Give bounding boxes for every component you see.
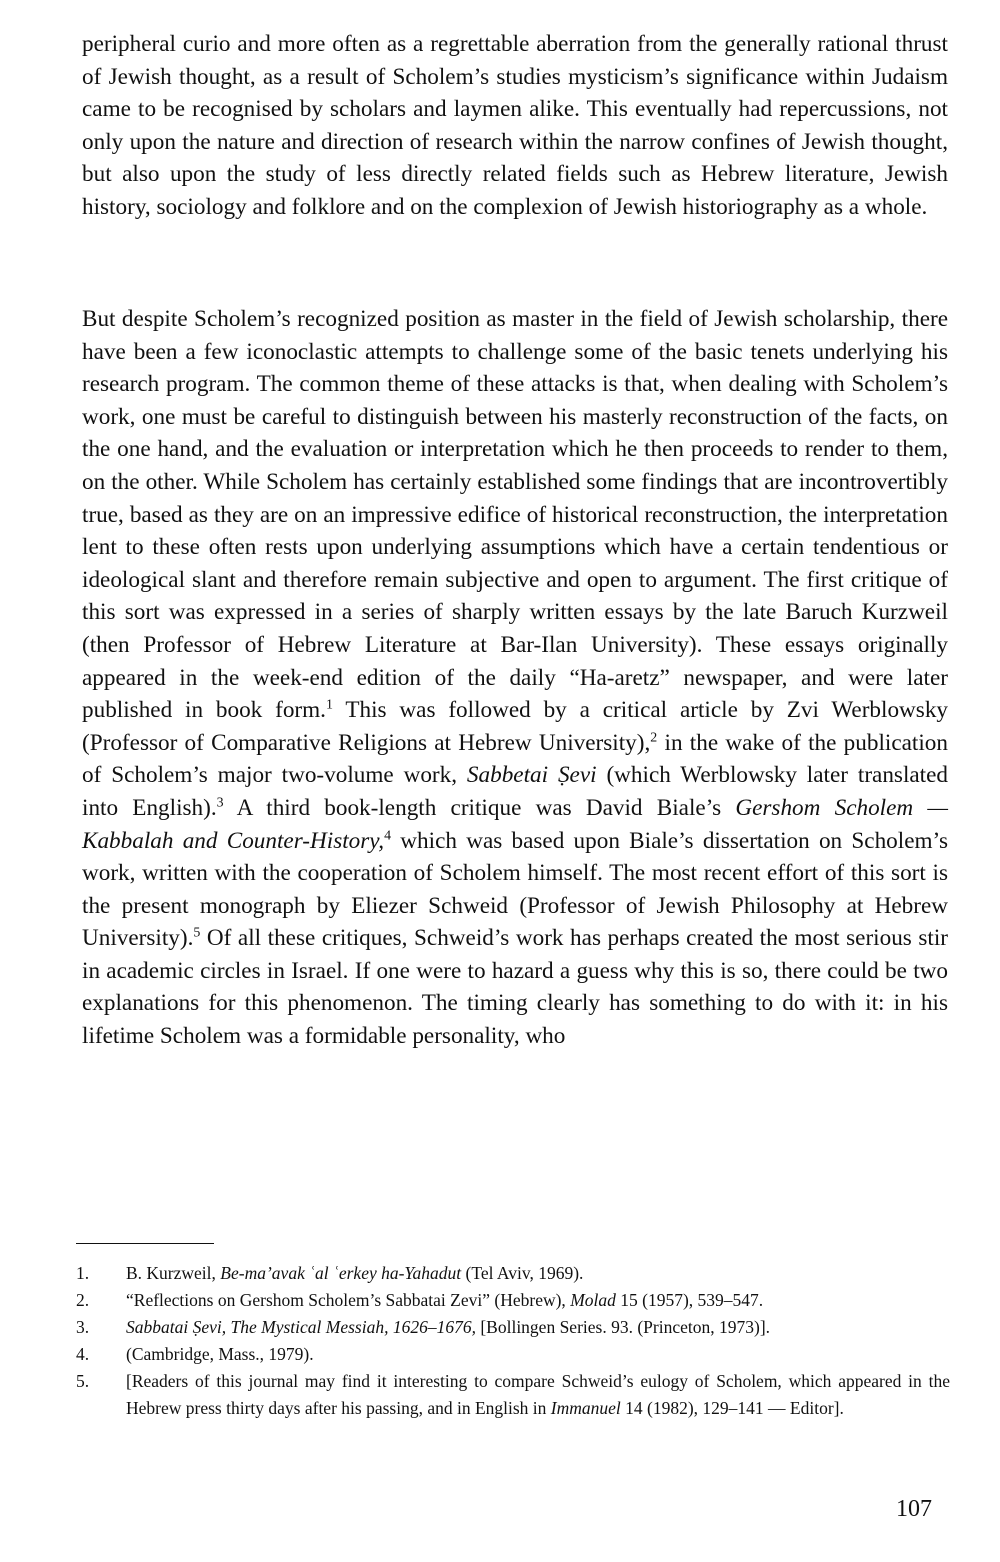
footnote-3 xyxy=(76,1314,950,1341)
footnote-text-part: (Tel Aviv, 1969). xyxy=(461,1263,584,1283)
paragraph-text: But despite Scholem’s recognized position as master in the field of Jewish scholarship, there have been a few iconoclastic attempts to challenge some of the basic tenets underlying his research program. The common theme of these attacks is that, when dealing with Scholem’s work, one must be careful to distinguish between his masterly reconstruction of the facts, on the one hand, and the evaluation or interpretation which he then proceeds to render to them, on the other. While Scholem has certainly established some findings that are incontrovertibly true, based as they are on an impressive edifice of historical reconstruction, the interpretation lent to these often rests upon underlying assumptions which have a certain tendentious or ideological slant and therefore remain subjective and open to argument. The first critique of this sort was expressed in a series of sharply written essays by the late Baruch Kurzweil (then Professor of Hebrew Literature at Bar-Ilan University). These essays originally appeared in the week-end edition of the daily “Ha-aretz” newspaper, and were later published in book form. xyxy=(82,306,948,724)
footnote-title: Immanuel xyxy=(550,1398,621,1418)
footnote-title: Sabbatai Ṣevi, The Mystical Messiah, 1626–1676, xyxy=(126,1317,476,1337)
footnote-text xyxy=(126,1368,950,1422)
footnote-number: 1. xyxy=(76,1263,90,1283)
footnote-ref-5[interactable]: 5 xyxy=(193,925,201,941)
footnote-text-part: [Bollingen Series. 93. (Princeton, 1973)]. xyxy=(475,1317,771,1337)
footnote-2 xyxy=(76,1287,950,1314)
footnote-text-part: “Reflections on Gershom Scholem’s Sabbatai Zevi” (Hebrew), xyxy=(126,1290,571,1310)
paragraph-text: (which Werblowsky later translated into English). xyxy=(82,762,949,821)
footnote-number: 2. xyxy=(76,1290,90,1310)
footnote-ref-2[interactable]: 2 xyxy=(650,729,658,745)
paragraph-text: in the wake of the publication of Scholem’s major two-volume work, xyxy=(82,729,948,789)
footnote-1 xyxy=(76,1260,950,1287)
footnote-number: 4. xyxy=(76,1344,90,1364)
paragraph-text: A third book-length critique was David Biale’s xyxy=(223,794,736,821)
footnote-title: Be-ma’avak ʿal ʿerkey ha-Yahadut xyxy=(220,1263,462,1283)
footnote-number: 3. xyxy=(76,1317,90,1337)
footnote-4 xyxy=(76,1341,950,1368)
footnote-ref-4[interactable]: 4 xyxy=(384,827,392,843)
body-paragraph-1: peripheral curio and more often as a regrettable aberration from the generally rational thrust of Jewish thought, as a result of Scholem’s studies mysticism’s significance within Judaism came to be recognised by scholars and laymen alike. This eventually had repercussions, not only upon the nature and direction of research within the narrow confines of Jewish thought, but also upon the study of less directly related fields such as Hebrew literature, Jewish history, sociology and folklore and on the complexion of Jewish historiography as a whole. xyxy=(82,31,948,220)
work-title-gershom-scholem: Gershom Scholem — Kabbalah and Counter-History, xyxy=(82,794,949,854)
footnote-text-part: 14 (1982), 129–141 — Editor]. xyxy=(620,1398,844,1418)
footnote-text xyxy=(126,1260,950,1287)
paragraph-text: This was followed by a critical article by Zvi Werblowsky (Professor of Comparative Religions at Hebrew University), xyxy=(82,697,949,756)
footnote-ref-1[interactable]: 1 xyxy=(325,697,333,713)
footnote-5 xyxy=(76,1368,950,1422)
footnote-text-part: [Readers of this journal may find it interesting to compare Schweid’s eulogy of Scholem, which appeared in the Hebrew press thirty days after his passing, and in English in xyxy=(126,1371,950,1418)
footnote-text-part: (Cambridge, Mass., 1979). xyxy=(126,1344,314,1364)
work-title-sabbetai-sevi: Sabbetai Ṣevi xyxy=(466,762,597,789)
footnote-text xyxy=(126,1287,950,1314)
body-paragraph-2 xyxy=(82,303,948,1053)
paragraph-text: which was based upon Biale’s dissertation on Scholem’s work, written with the cooperation of Scholem himself. The most recent effort of this sort is the present monograph by Eliezer Schweid (Professor of Jewish Philosophy at Hebrew University). xyxy=(82,827,949,952)
footnote-text xyxy=(126,1314,950,1341)
paragraph-text: Of all these critiques, Schweid’s work has perhaps created the most serious stir in academic circles in Israel. If one were to hazard a guess why this is so, there could be two explanations for this phenomenon. The timing clearly has something to do with it: in his lifetime Scholem was a formidable personality, who xyxy=(82,925,948,1050)
footnote-text-part: B. Kurzweil, xyxy=(126,1263,221,1283)
footnotes xyxy=(76,1260,950,1422)
footnote-divider xyxy=(76,1243,214,1244)
footnote-ref-3[interactable]: 3 xyxy=(216,795,224,811)
footnote-text xyxy=(126,1341,950,1368)
footnote-number: 5. xyxy=(76,1371,90,1391)
footnote-title: Molad xyxy=(570,1290,616,1310)
footnote-text-part: 15 (1957), 539–547. xyxy=(615,1290,764,1310)
page-number: 107 xyxy=(896,1496,932,1522)
